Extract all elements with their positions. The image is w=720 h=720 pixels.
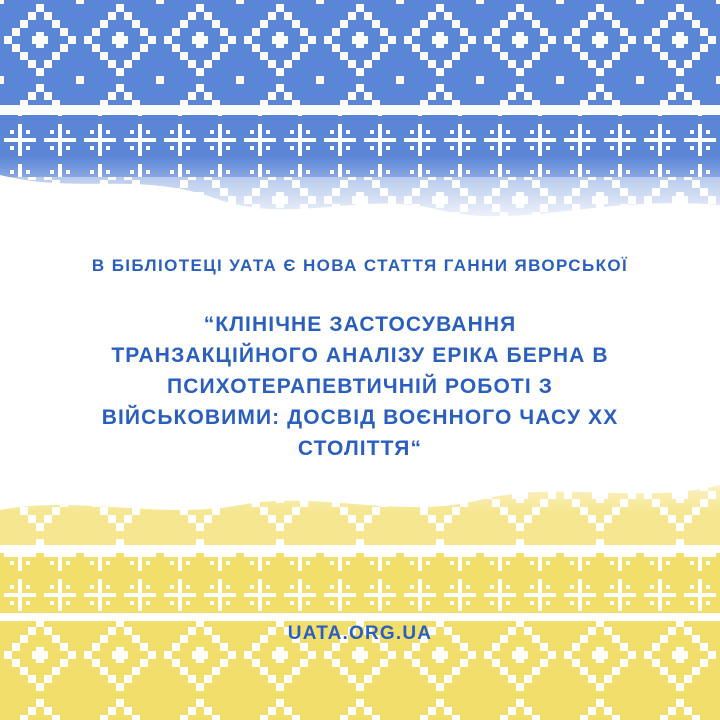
announcement-subtitle: В БІБЛІОТЕЦІ УАТА Є НОВА СТАТТЯ ГАННИ ЯВОРСЬКОЇ (91, 256, 629, 275)
article-title: “КЛІНІЧНЕ ЗАСТОСУВАННЯ ТРАНЗАКЦІЙНОГО АНАЛІЗУ ЕРІКА БЕРНА В ПСИХОТЕРАПЕВТИЧНІЙ РОБОТІ З ВІЙСЬКОВИМИ: ДОСВІД ВОЄННОГО ЧАСУ XX СТОЛІТТЯ“ (101, 313, 619, 460)
website-url: UATA.ORG.UA (287, 623, 433, 644)
